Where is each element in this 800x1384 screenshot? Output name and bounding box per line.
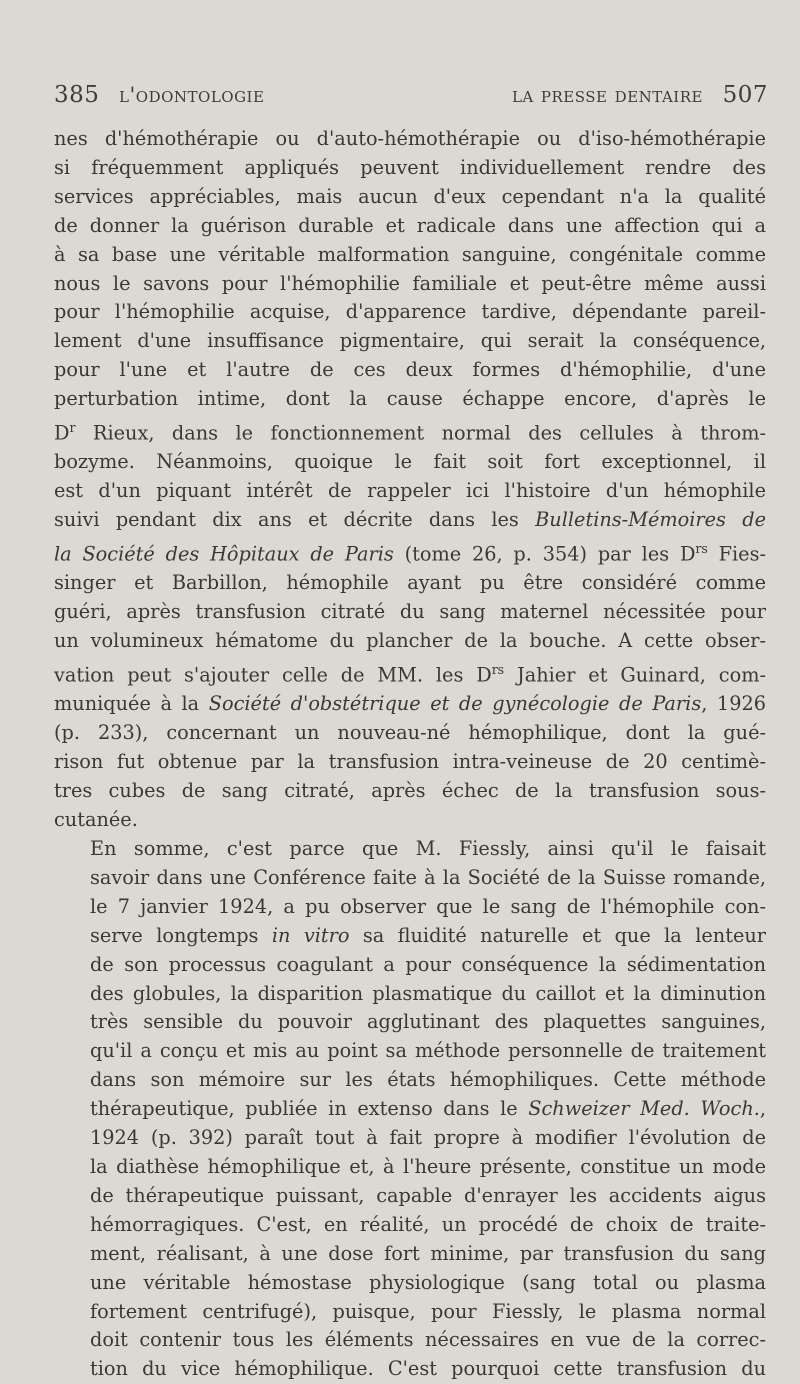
text-line: perturbation intime, dont la cause échappe encore, d'après le bbox=[54, 387, 766, 411]
text-line: bozyme. Néanmoins, quoique le fait soit fort exceptionnel, il bbox=[54, 450, 766, 474]
paragraph-1 bbox=[54, 125, 766, 835]
text-line: ment, réalisant, à une dose fort minime, par transfusion du sang bbox=[90, 1241, 766, 1265]
text-line: savoir dans une Conférence faite à la Société de la Suisse romande, bbox=[90, 865, 766, 889]
text-line: la diathèse hémophilique et, à l'heure présente, constitue un mode bbox=[90, 1154, 766, 1178]
paragraph-2 bbox=[54, 835, 766, 1384]
running-head-right bbox=[512, 82, 768, 108]
text-line: pour l'une et l'autre de ces deux formes d'hémophilie, d'une bbox=[54, 358, 766, 382]
text-line: dans son mémoire sur les états hémophiliques. Cette méthode bbox=[90, 1068, 766, 1092]
text-line: vation peut s'ajouter celle de MM. les $D^{rs}$ Jahier et Guinard, com- bbox=[54, 662, 766, 687]
text-line: nous le savons pour l'hémophilie familiale et peut-être même aussi bbox=[54, 271, 766, 295]
text-line: tion du vice hémophilique. C'est pourquoi cette transfusion du bbox=[90, 1357, 766, 1381]
text-line: En somme, c'est parce que M. Fiessly, ainsi qu'il le faisait bbox=[90, 837, 766, 861]
text-line: de thérapeutique puissant, capable d'enrayer les accidents aigus bbox=[90, 1183, 766, 1207]
text-line: singer et Barbillon, hémophile ayant pu être considéré comme bbox=[54, 571, 766, 595]
text-line: le 7 janvier 1924, a pu observer que le sang de l'hémophile con- bbox=[90, 894, 766, 918]
text-line: serve longtemps in vitro sa fluidité naturelle et que la lenteur bbox=[90, 923, 766, 947]
text-line: (p. 233), concernant un nouveau-né hémophilique, dont la gué- bbox=[54, 721, 766, 745]
text-line: à sa base une véritable malformation sanguine, congénitale comme bbox=[54, 242, 766, 266]
text-line: très sensible du pouvoir agglutinant des plaquettes sanguines, bbox=[90, 1010, 766, 1034]
text-line: un volumineux hématome du plancher de la bouche. A cette obser- bbox=[54, 629, 766, 653]
text-line: cutanée. bbox=[54, 808, 138, 832]
text-line: services appréciables, mais aucun d'eux cependant n'a la qualité bbox=[54, 184, 766, 208]
text-line: une véritable hémostase physiologique (sang total ou plasma bbox=[90, 1270, 766, 1294]
text-line: de son processus coagulant a pour conséquence la sédimentation bbox=[90, 952, 766, 976]
left-page-number: 385 bbox=[54, 82, 100, 108]
text-line: des globules, la disparition plasmatique du caillot et la diminution bbox=[90, 981, 766, 1005]
text-line: $D^r$ Rieux, dans le fonctionnement normal des cellules à throm- bbox=[54, 420, 766, 445]
running-head-left bbox=[54, 82, 264, 108]
text-line: rison fut obtenue par la transfusion intra-veineuse de 20 centimè- bbox=[54, 750, 766, 774]
running-head bbox=[54, 82, 768, 110]
text-line: la Société des Hôpitaux de Paris (tome 26, p. 354) par les $D^{rs}$ Fies- bbox=[54, 541, 766, 566]
text-line: muniquée à la Société d'obstétrique et de gynécologie de Paris, 1926 bbox=[54, 692, 766, 716]
text-line: 1924 (p. 392) paraît tout à fait propre à modifier l'évolution de bbox=[90, 1126, 766, 1150]
text-line: nes d'hémothérapie ou d'auto-hémothérapie ou d'iso-hémothérapie bbox=[54, 127, 766, 150]
text-line: est d'un piquant intérêt de rappeler ici l'histoire d'un hémophile bbox=[54, 479, 766, 503]
text-line: doit contenir tous les éléments nécessaires en vue de la correc- bbox=[90, 1328, 766, 1352]
right-page-number: 507 bbox=[722, 82, 768, 108]
text-line: tres cubes de sang citraté, après échec de la transfusion sous- bbox=[54, 779, 766, 803]
text-line: lement d'une insuffisance pigmentaire, qui serait la conséquence, bbox=[54, 329, 766, 353]
body-text bbox=[54, 125, 766, 1384]
text-line: pour l'hémophilie acquise, d'apparence tardive, dépendante pareil- bbox=[54, 300, 766, 324]
text-line: thérapeutique, publiée in extenso dans le Schweizer Med. Woch., bbox=[90, 1097, 767, 1121]
text-line: hémorragiques. C'est, en réalité, un procédé de choix de traite- bbox=[90, 1212, 766, 1236]
text-line: de donner la guérison durable et radicale dans une affection qui a bbox=[54, 213, 766, 237]
left-journal-title: l'odontologie bbox=[119, 83, 265, 107]
text-line: guéri, après transfusion citraté du sang maternel nécessitée pour bbox=[54, 600, 766, 624]
text-line: si fréquemment appliqués peuvent individuellement rendre des bbox=[54, 155, 766, 179]
right-journal-title: la presse dentaire bbox=[511, 83, 703, 107]
text-line: suivi pendant dix ans et décrite dans les Bulletins-Mémoires de bbox=[54, 508, 766, 532]
text-line: qu'il a conçu et mis au point sa méthode personnelle de traitement bbox=[90, 1039, 766, 1063]
text-line: fortement centrifugé), puisque, pour Fiessly, le plasma normal bbox=[90, 1299, 766, 1323]
